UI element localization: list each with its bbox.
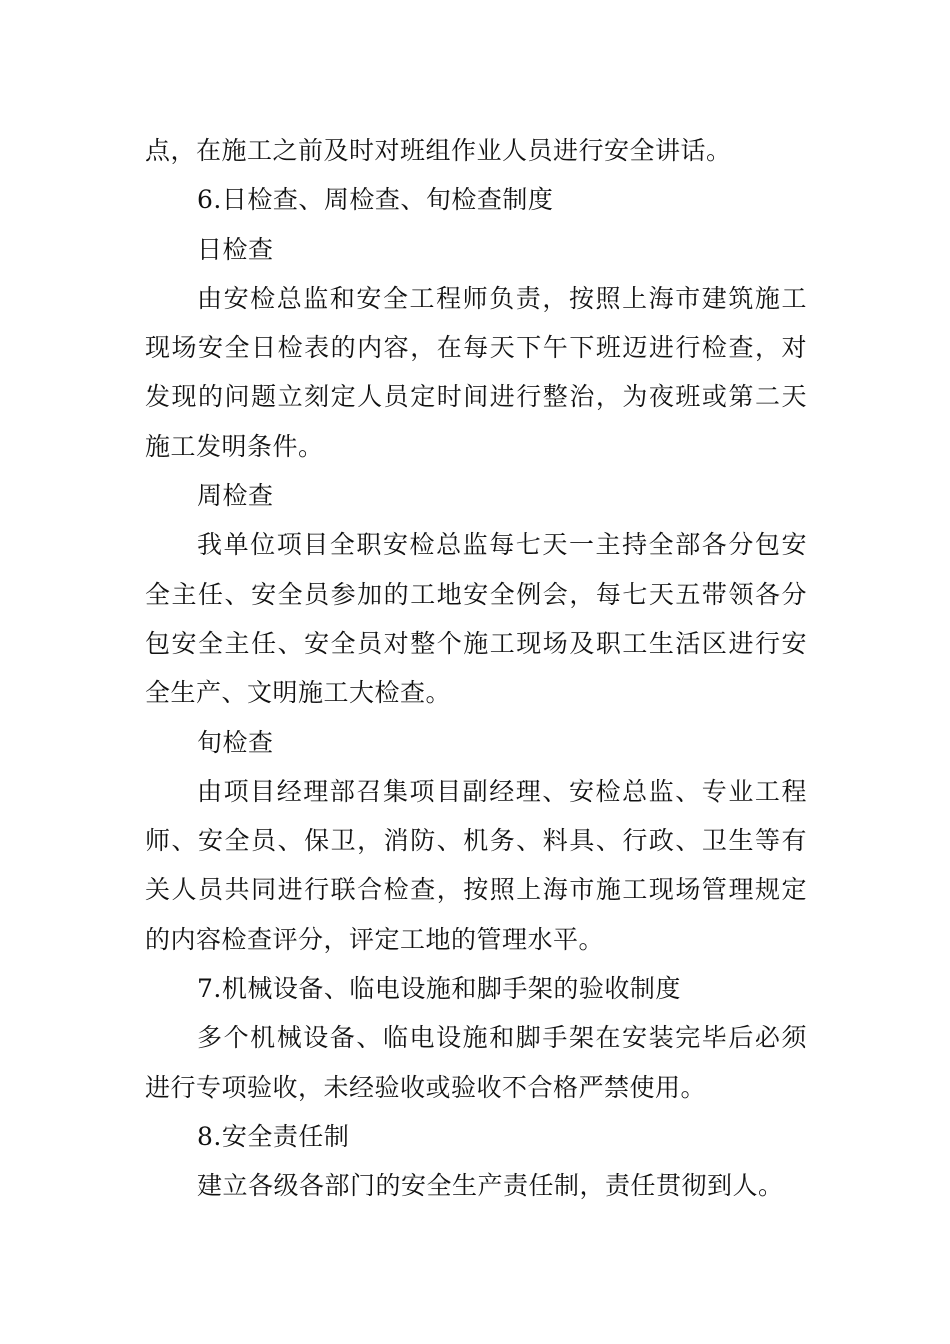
paragraph-daily-inspection: 由安检总监和安全工程师负责，按照上海市建筑施工现场安全日检表的内容，在每天下午下班迈进行检查，对发现的问题立刻定人员定时间进行整治，为夜班或第二天施工发明条件。 [145, 283, 807, 461]
paragraph-safety-responsibility: 建立各级各部门的安全生产责任制，责任贯彻到人。 [197, 1171, 784, 1201]
document-body [145, 126, 807, 1211]
subheading-weekly-inspection: 周检查 [197, 481, 274, 511]
subheading-daily-inspection: 日检查 [197, 234, 274, 264]
paragraph-ten-day-inspection: 由项目经理部召集项目副经理、安检总监、专业工程师、安全员、保卫，消防、机务、料具、行政、卫生等有关人员共同进行联合检查，按照上海市施工现场管理规定的内容检查评分，评定工地的管理水平。 [145, 776, 807, 954]
section-heading-safety-responsibility: 8.安全责任制 [197, 1121, 350, 1151]
section-heading-acceptance-system: 7.机械设备、临电设施和脚手架的验收制度 [197, 974, 681, 1004]
paragraph-continuation: 点，在施工之前及时对班组作业人员进行安全讲话。 [145, 136, 732, 165]
paragraph-weekly-inspection: 我单位项目全职安检总监每七天一主持全部各分包安全主任、安全员参加的工地安全例会，每七天五带领各分包安全主任、安全员对整个施工现场及职工生活区进行安全生产、文明施工大检查。 [145, 530, 807, 708]
subheading-ten-day-inspection: 旬检查 [197, 727, 274, 757]
section-heading-inspection-system: 6.日检查、周检查、旬检查制度 [197, 185, 554, 215]
paragraph-acceptance-system: 多个机械设备、临电设施和脚手架在安装完毕后必须进行专项验收，未经验收或验收不合格严禁使用。 [145, 1023, 807, 1102]
